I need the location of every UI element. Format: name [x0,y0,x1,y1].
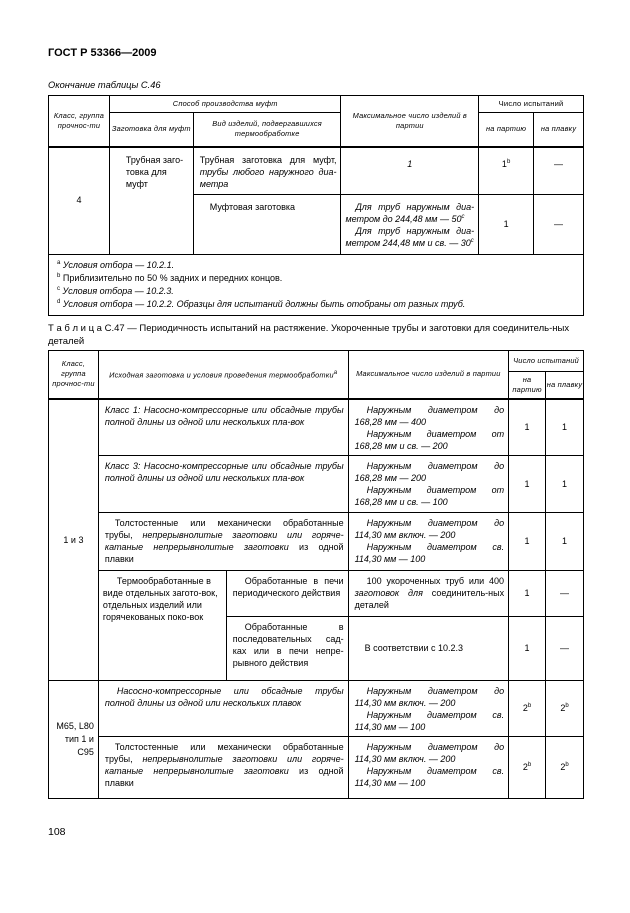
t46-col-tests: Число испытаний [479,96,584,113]
t47-col-tests: Число испытаний [509,351,584,372]
t46-col-per-lot: на партию [479,113,534,147]
table46-caption: Окончание таблицы С.46 [48,80,161,90]
t46-notes [49,254,584,315]
page-number: 108 [48,826,66,838]
t47-r1-source: Класс 1: Насосно-компрессорные или обсадные трубы полной длины из одной или нескольких пла-вок [98,399,348,456]
table-47 [48,350,584,799]
t46-group: 4 [49,147,110,255]
t47-r3-max: Наружным диаметром до 114,30 мм включ. — 200 Наружным диаметром св. 114,30 мм — 100 [348,513,508,571]
t46-col-blank: Заготовка для муфт [109,113,193,147]
t47-group-2: M65, L80 тип 1 и C95 [49,681,99,799]
t47-r6-source: Насосно-компрессорные или обсадные трубы полной длины из одной или нескольких плавок [98,681,348,737]
t47-r1-lot: 1 [509,399,546,456]
t47-r6-heat: 2$^b$ [546,681,584,737]
t47-r7-max: Наружным диаметром до 114,30 мм включ. — 200 Наружным диаметром св. 114,30 мм — 100 [348,737,508,799]
t47-r7-lot: 2$^b$ [509,737,546,799]
t47-r1-max: Наружным диаметром до 168,28 мм — 400 Наружным диаметром от 168,28 мм и св. — 200 [348,399,508,456]
t46-r1-kind: Трубная заготовка для муфт, трубы любого наружного диа-метра [193,147,341,195]
t47-r3-lot: 1 [509,513,546,571]
t47-r5-max: В соответствии с 10.2.3 [348,617,508,681]
t47-r5-heat: — [546,617,584,681]
t47-r1-heat: 1 [546,399,584,456]
t47-col-class: Класс, группа прочнос-ти [49,351,99,399]
t47-r2-source: Класс 3: Насосно-компрессорные или обсадные трубы полной длины из одной или нескольких пла-вок [98,456,348,513]
t47-r4-heat: — [546,571,584,617]
t47-r7-heat: 2$^b$ [546,737,584,799]
t47-r3-heat: 1 [546,513,584,571]
t47-r4-mid: Обработанные в печи периодического действия [226,571,348,617]
t47-col-per-heat: на плавку [546,372,584,399]
t46-r2-kind: Муфтовая заготовка [193,195,341,255]
t47-col-per-lot: на партию [509,372,546,399]
t47-r5-mid: Обработанные в последовательных сад-ках или в печи непре-рывного действия [226,617,348,681]
t47-r4-lot: 1 [509,571,546,617]
t47-r4-max: 100 укороченных труб или 400 заготовок для соединитель-ных деталей [348,571,508,617]
t47-r2-heat: 1 [546,456,584,513]
note-b: $^b$ Приблизительно по 50 % задних и передних концов. [57,272,283,283]
note-a: $^a$ Условия отбора — 10.2.1. [57,259,175,270]
t46-r1-lot: 1$^b$ [479,147,534,195]
table47-caption: Т а б л и ц а С.47 — Периодичность испытаний на растяжение. Укороченные трубы и заготовки для соединитель-ных деталей [48,323,570,347]
t47-r2-max: Наружным диаметром до 168,28 мм — 200 Наружным диаметром от 168,28 мм и св. — 100 [348,456,508,513]
t47-col-max: Максимальное число изделий в партии [348,351,508,399]
t46-col-max: Максимальное число изделий в партии [341,96,479,147]
t46-col-kind: Вид изделий, подвергавшихся термообработке [193,113,341,147]
t47-col-source: Исходная заготовка и условия проведения термообработки$^a$ [98,351,348,399]
t46-col-per-heat: на плавку [534,113,584,147]
t47-r6-max: Наружным диаметром до 114,30 мм включ. — 200 Наружным диаметром св. 114,30 мм — 100 [348,681,508,737]
t46-r1-max: 1 [341,147,479,195]
standard-header: ГОСТ Р 53366—2009 [48,47,157,59]
t47-group-1: 1 и 3 [49,399,99,681]
t46-r2-max: Для труб наружным диа-метром до 244,48 мм — 50$^c$ Для труб наружным диа-метром 244,48 мм и св. — 30$^c$ [341,195,479,255]
t47-r2-lot: 1 [509,456,546,513]
t47-r4-left: Термообработанные в виде отдельных загото-вок, отдельных изделий или горячекованых поко-вок [98,571,226,681]
t47-r5-lot: 1 [509,617,546,681]
t46-r1-heat: — [534,147,584,195]
t47-r7-source: Толстостенные или механически обработанные трубы, непрерывнолитые заготовки или горяче-катаные непрерывнолитые заготовки из одной плавки [98,737,348,799]
t46-col-method: Способ производства муфт [109,96,341,113]
t46-r2-lot: 1 [479,195,534,255]
t47-r6-lot: 2$^b$ [509,681,546,737]
table-46 [48,95,584,316]
t46-r2-heat: — [534,195,584,255]
t47-r3-source: Толстостенные или механически обработанные трубы, непрерывнолитые заготовки или горяче-катаные непрерывнолитые заготовки из одной плавки [98,513,348,571]
note-c: $^c$ Условия отбора — 10.2.3. [57,285,174,296]
t46-col-class: Класс, группа прочнос-ти [49,96,110,147]
note-d: $^d$ Условия отбора — 10.2.2. Образцы для испытаний должны быть отобраны от разных труб. [57,298,466,309]
t46-blank-value: Трубная заго-товка для муфт [109,147,193,255]
